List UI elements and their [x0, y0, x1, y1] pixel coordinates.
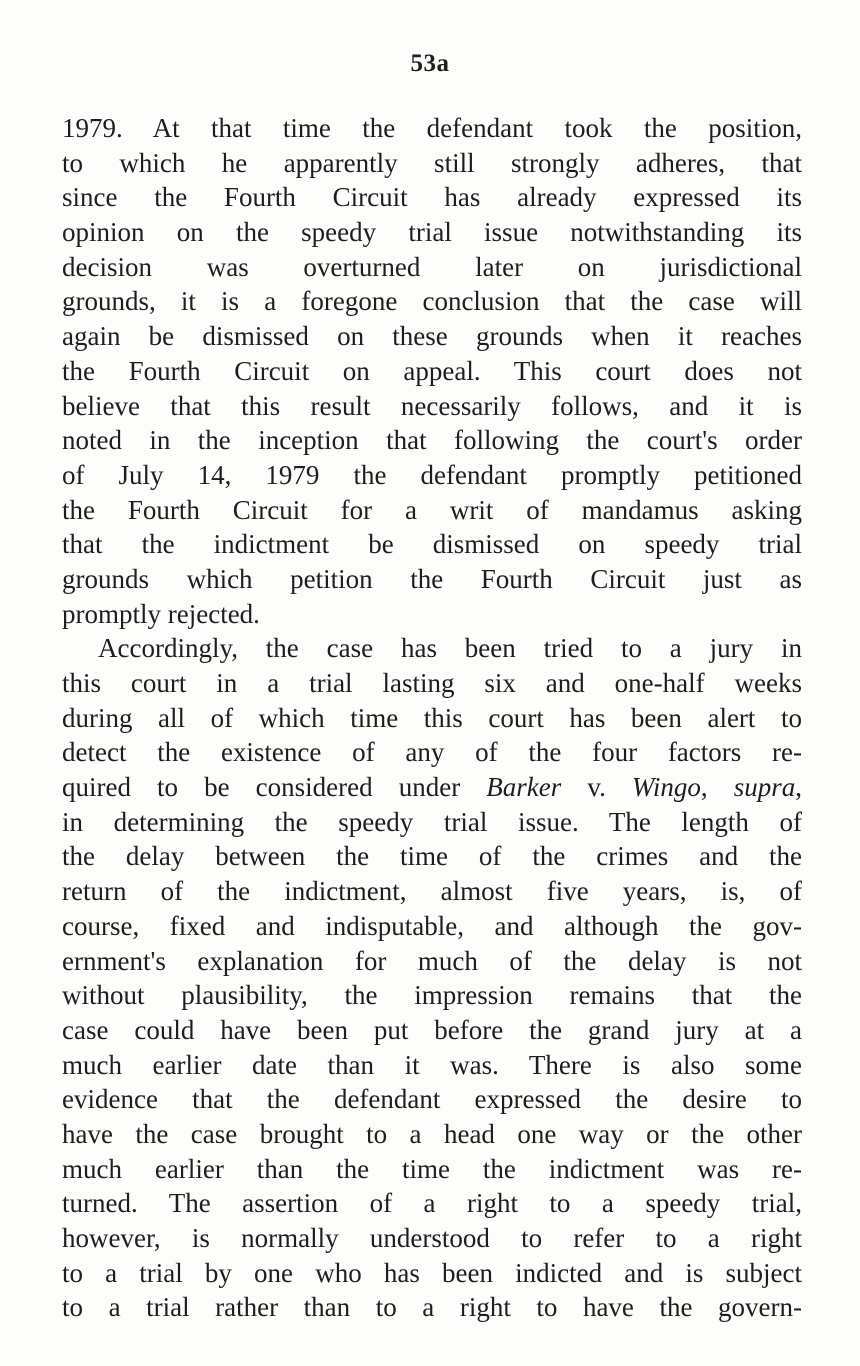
text-line: grounds which petition the Fourth Circuit just as — [62, 563, 802, 594]
text-line: to a trial rather than to a right to have the govern- — [62, 1292, 802, 1323]
text-line-with-citation — [62, 770, 802, 805]
text-line: during all of which time this court has been alert to — [62, 702, 802, 733]
case-name-wingo: Wingo — [631, 772, 701, 803]
text-line: promptly rejected. — [62, 598, 260, 629]
text-line: detect the existence of any of the four factors re- — [62, 737, 802, 768]
text-line: that the indictment be dismissed on speedy trial — [62, 529, 802, 560]
text-line: return of the indictment, almost five years, is, of — [62, 876, 802, 907]
text-line: noted in the inception that following the court's order — [62, 425, 802, 456]
case-name-barker: Barker — [486, 772, 562, 803]
paragraph-1 — [62, 111, 802, 631]
text-line: to which he apparently still strongly adheres, that — [62, 147, 802, 178]
text-line: Accordingly, the case has been tried to a jury in — [98, 633, 802, 664]
page-number: 53a — [410, 50, 450, 77]
text-line: to a trial by one who has been indicted and is subject — [62, 1257, 802, 1288]
text-line: course, fixed and indisputable, and although the gov- — [62, 910, 802, 941]
text-line: in determining the speedy trial issue. The length of — [62, 806, 802, 837]
text-line: the delay between the time of the crimes and the — [62, 841, 802, 872]
text-line: this court in a trial lasting six and one-half weeks — [62, 668, 802, 698]
text-line: much earlier than the time the indictment was re- — [62, 1153, 802, 1184]
text-line: again be dismissed on these grounds when it reaches — [62, 321, 802, 352]
text-line: opinion on the speedy trial issue notwithstanding its — [62, 217, 802, 248]
text-line: decision was overturned later on jurisdictional — [62, 251, 802, 282]
text-line: the Fourth Circuit on appeal. This court does not — [62, 355, 802, 386]
text-line: ernment's explanation for much of the delay is not — [62, 945, 802, 976]
text-line: much earlier date than it was. There is also some — [62, 1049, 802, 1080]
comma-text: , — [700, 772, 734, 803]
text-line: however, is normally understood to refer to a right — [62, 1223, 802, 1253]
trailing-punctuation: , — [795, 772, 803, 803]
text-line: evidence that the defendant expressed the desire to — [62, 1084, 802, 1115]
paragraph-2 — [62, 631, 802, 1325]
text-line: turned. The assertion of a right to a speedy trial, — [62, 1188, 802, 1219]
line-text: quired to be considered under — [62, 772, 487, 803]
text-line: case could have been put before the grand jury at a — [62, 1014, 802, 1045]
body-text — [62, 111, 802, 1325]
text-line: of July 14, 1979 the defendant promptly petitioned — [62, 459, 802, 490]
text-line: grounds, it is a foregone conclusion that the case will — [62, 286, 802, 317]
text-line: the Fourth Circuit for a writ of mandamus asking — [62, 494, 802, 525]
text-line: without plausibility, the impression remains that the — [62, 980, 802, 1011]
text-line: since the Fourth Circuit has already expressed its — [62, 182, 802, 213]
text-line: have the case brought to a head one way or the other — [62, 1118, 802, 1149]
text-line: believe that this result necessarily follows, and it is — [62, 390, 802, 421]
supra-text: supra — [733, 772, 796, 803]
text-line: 1979. At that time the defendant took the position, — [62, 113, 802, 143]
versus-text: v. — [561, 772, 632, 803]
